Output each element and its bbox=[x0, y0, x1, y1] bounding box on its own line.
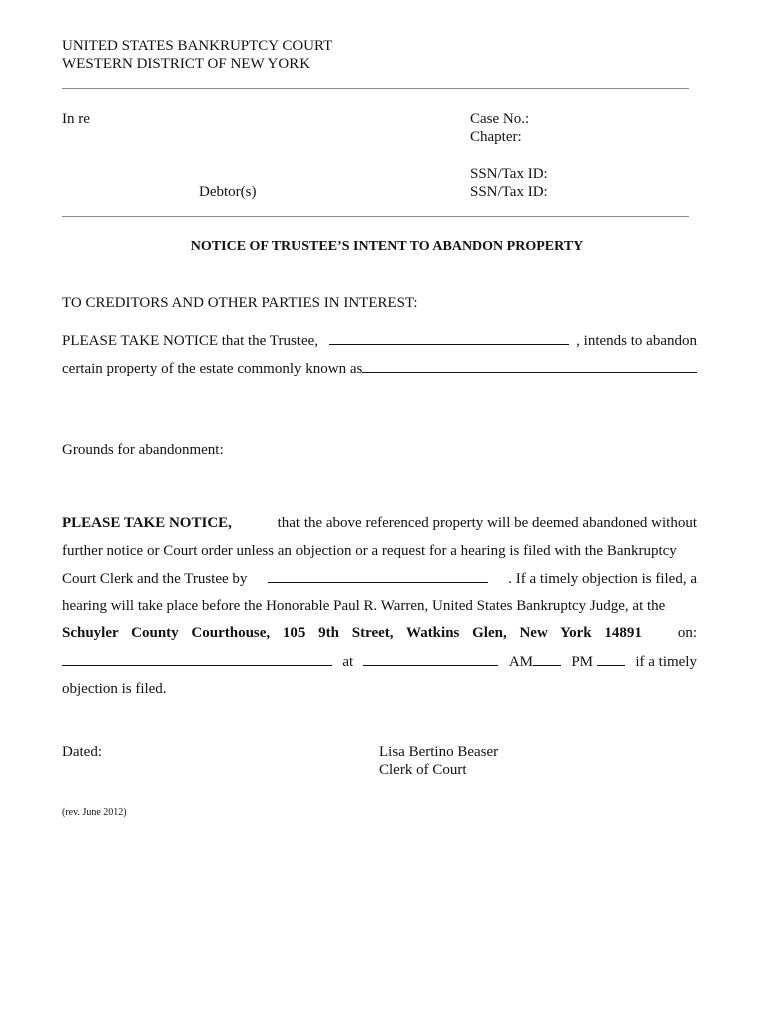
pm-field[interactable] bbox=[597, 652, 625, 666]
notice1-line2-text: certain property of the estate commonly known as bbox=[62, 361, 363, 377]
notice2-line3 bbox=[62, 569, 697, 588]
courthouse-address: Schuyler County Courthouse, 105 9th Street, Watkins Glen, New York 14891 bbox=[62, 625, 642, 641]
trustee-name-field[interactable] bbox=[329, 331, 569, 345]
pm-label: PM bbox=[571, 654, 593, 670]
top-divider bbox=[62, 88, 689, 89]
notice-title: NOTICE OF TRUSTEE’S INTENT TO ABANDON PROPERTY bbox=[190, 239, 584, 254]
revision-note: (rev. June 2012) bbox=[62, 807, 127, 818]
clerk-name: Lisa Bertino Beaser bbox=[379, 744, 499, 760]
objection-deadline-field[interactable] bbox=[268, 569, 488, 583]
am-group bbox=[509, 652, 561, 671]
hearing-date-field[interactable] bbox=[62, 652, 332, 666]
notice1-line2 bbox=[62, 359, 697, 378]
notice1-line1 bbox=[62, 331, 697, 350]
ssn-label-2: SSN/Tax ID: bbox=[470, 184, 548, 200]
salutation: TO CREDITORS AND OTHER PARTIES IN INTEREST: bbox=[62, 295, 418, 311]
chapter-label: Chapter: bbox=[470, 129, 522, 145]
notice2-line4-text: hearing will take place before the Honorable Paul R. Warren, United States Bankruptcy Judge, at the bbox=[62, 598, 666, 614]
notice2-line7: objection is filed. bbox=[62, 681, 167, 697]
property-description-field[interactable] bbox=[362, 359, 697, 373]
notice2-line2 bbox=[62, 542, 697, 560]
am-label: AM bbox=[508, 654, 533, 670]
clerk-title: Clerk of Court bbox=[379, 762, 467, 778]
notice2-line4 bbox=[62, 597, 697, 615]
notice1-text-b: , intends to abandon bbox=[576, 333, 697, 349]
court-name-line1: UNITED STATES BANKRUPTCY COURT bbox=[62, 38, 333, 54]
case-no-label: Case No.: bbox=[470, 111, 530, 127]
notice2-line3-text-a: Court Clerk and the Trustee by bbox=[62, 571, 248, 587]
in-re-label: In re bbox=[62, 111, 90, 127]
am-field[interactable] bbox=[533, 652, 561, 666]
at-label: at bbox=[342, 654, 354, 670]
notice2-line6 bbox=[62, 652, 697, 671]
notice2-line3-text-b: . If a timely objection is filed, a bbox=[508, 571, 697, 587]
notice2-line2-text: further notice or Court order unless an objection or a request for a hearing is filed with the Bankruptcy bbox=[62, 543, 677, 559]
notice2-line5 bbox=[62, 624, 697, 642]
notice1-text-a: PLEASE TAKE NOTICE that the Trustee, bbox=[62, 333, 319, 349]
notice2-line1 bbox=[62, 514, 697, 532]
if-timely-text: if a timely bbox=[635, 654, 697, 670]
notice2-line1-text: that the above referenced property will be deemed abandoned without bbox=[277, 515, 697, 531]
dated-label: Dated: bbox=[62, 744, 102, 760]
hearing-time-field[interactable] bbox=[363, 652, 498, 666]
notice2-bold-lead: PLEASE TAKE NOTICE, bbox=[62, 515, 232, 531]
court-name-line2: WESTERN DISTRICT OF NEW YORK bbox=[62, 56, 311, 72]
pm-group bbox=[571, 652, 625, 671]
ssn-label-1: SSN/Tax ID: bbox=[470, 166, 548, 182]
debtor-label: Debtor(s) bbox=[199, 184, 257, 200]
grounds-label: Grounds for abandonment: bbox=[62, 442, 224, 458]
on-label: on: bbox=[677, 625, 697, 641]
caption-divider bbox=[62, 216, 689, 217]
